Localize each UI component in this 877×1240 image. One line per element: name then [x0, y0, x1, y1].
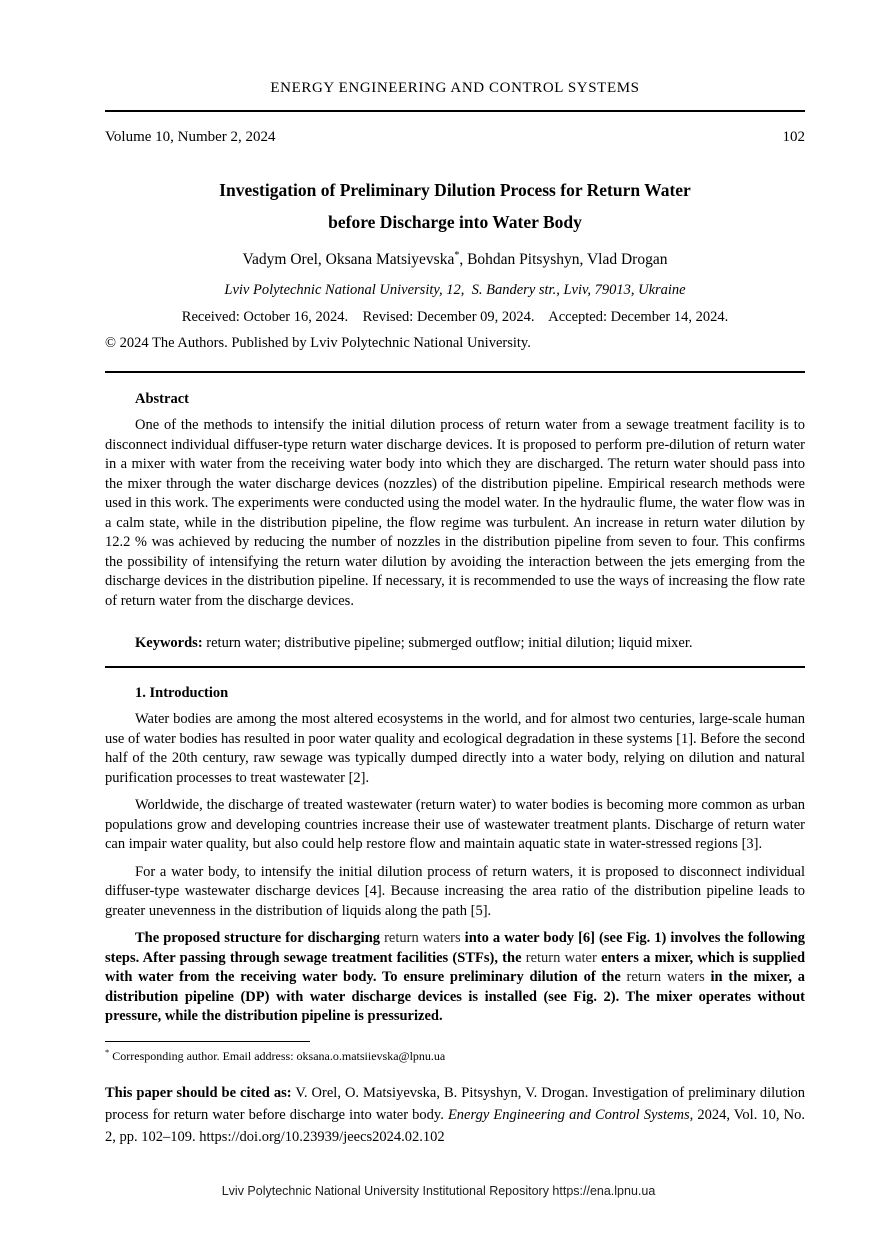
p4-segment: enters a mixer, which is supplied with water from the receiving water body. To ensure preliminary dilution of the — [105, 949, 806, 986]
authors-part1: Vadym Orel, Oksana Matsiyevska — [242, 251, 455, 269]
introduction-paragraph-1: Water bodies are among the most altered ecosystems in the world, and for almost two centuries, large-scale human use of water bodies has resulted in poor water quality and ecological degradation in these systems [1]. Before the second half of the 20th century, raw sewage was typically dumped directly into a water body, relying on dilution and natural purification processes to treat wastewater [2]. — [105, 711, 805, 786]
copyright-line: © 2024 The Authors. Published by Lviv Polytechnic National University. — [105, 335, 531, 352]
introduction-top-rule — [105, 666, 805, 668]
p4-segment: return waters — [384, 930, 461, 947]
paper-title — [105, 174, 805, 238]
authors-part2: , Bohdan Pitsyshyn, Vlad Drogan — [459, 251, 668, 269]
footnote-text: Corresponding author. Email address: oksana.o.matsiievska@lpnu.ua — [109, 1048, 446, 1063]
citation-label: This paper should be cited as: — [105, 1084, 292, 1101]
citation-journal-name: Energy Engineering and Control Systems — [447, 1106, 690, 1123]
keywords-text: return water; distributive pipeline; submerged outflow; initial dilution; liquid mixer. — [202, 635, 693, 652]
introduction-paragraph-3: For a water body, to intensify the initial dilution process of return waters, it is proposed to disconnect individual diffuser-type wastewater discharge devices [4]. Because increasing the area ratio of the distribution pipeline leads to greater unevenness in the distribution of liquids along the path [5]. — [105, 863, 805, 919]
volume-info: Volume 10, Number 2, 2024 — [105, 129, 276, 145]
corresponding-author-footnote — [105, 1047, 805, 1064]
p4-segment: return waters — [626, 969, 705, 986]
corresponding-author-asterisk: * — [454, 250, 460, 261]
journal-name: ENERGY ENGINEERING AND CONTROL SYSTEMS — [270, 80, 640, 96]
abstract-top-rule — [105, 371, 805, 373]
introduction-heading: 1. Introduction — [135, 685, 229, 702]
p4-segment: into a water body [6] (see Fig. 1) involves the following steps. After passing through sewage treatment facilities (STFs), the — [105, 930, 806, 966]
p4-segment: in the mixer, a distribution pipeline (DP) with water discharge devices is installed (see Fig. 2). The mixer operates without pressure, while the distribution pipeline is pressurized. — [105, 969, 805, 1025]
dates-line: Received: October 16, 2024. Revised: December 09, 2024. Accepted: December 14, 2024. — [181, 309, 729, 326]
p4-segment: return water — [525, 949, 597, 966]
keywords-label: Keywords: — [135, 635, 203, 652]
repository-footer: Lviv Polytechnic National University Institutional Repository https://ena.lpnu.ua — [221, 1184, 656, 1198]
introduction-paragraph-2: Worldwide, the discharge of treated wastewater (return water) to water bodies is becoming more common as urban populations grow and developing countries increase their use of wastewater treatment plants. Discharge of return water can impair water quality, but also could help restore flow and maintain aquatic state in water-stressed regions [3]. — [105, 797, 805, 853]
volume-row — [105, 129, 805, 146]
citation-text-2: , 2024, Vol. 10, No. 2, pp. 102–109. https://doi.org/10.23939/jeecs2024.02.102 — [105, 1106, 805, 1145]
footnote-separator-rule — [105, 1041, 310, 1042]
affiliation: Lviv Polytechnic National University, 12, S. Bandery str., Lviv, 79013, Ukraine — [224, 282, 686, 299]
citation-text-1: V. Orel, O. Matsiyevska, B. Pitsyshyn, V. Drogan. Investigation of preliminary dilution process for return water before discharge into water body. — [105, 1084, 805, 1123]
authors-line — [105, 250, 805, 269]
page-number: 102 — [782, 129, 805, 145]
paper-title-line2: before Discharge into Water Body — [328, 212, 582, 232]
introduction-paragraph-4 — [105, 929, 805, 1027]
citation-block — [105, 1082, 805, 1148]
abstract-body: One of the methods to intensify the initial dilution process of return water from a sewage treatment facility is to disconnect individual diffuser-type return water discharge devices. It is proposed to perform pre-dilution of return water in a mixer with water from the receiving water body into which they are discharged. The return water should pass into the mixer through the water discharge devices (nozzles) of the distribution pipeline. Empirical research methods were used in this work. The experiments were conducted using the model water. In the hydraulic flume, the water flow was in a calm state, while in the distribution pipeline, the flow regime was turbulent. An increase in return water dilution by 12.2 % was achieved by reducing the number of nozzles in the distribution pipeline from seven to four. This confirms the possibility of intensifying the return water dilution by avoiding the interaction between the jets emerging from the discharge devices in the distribution pipeline. If necessary, it is recommended to use the ways of increasing the flow rate of return water from the discharge devices. — [105, 417, 805, 609]
footnote-marker: * — [105, 1046, 110, 1057]
header-rule — [105, 110, 805, 112]
abstract-heading: Abstract — [135, 391, 189, 408]
p4-segment: The proposed structure for discharging — [135, 930, 385, 947]
paper-title-line1: Investigation of Preliminary Dilution Process for Return Water — [219, 180, 691, 200]
keywords-line — [105, 635, 805, 652]
